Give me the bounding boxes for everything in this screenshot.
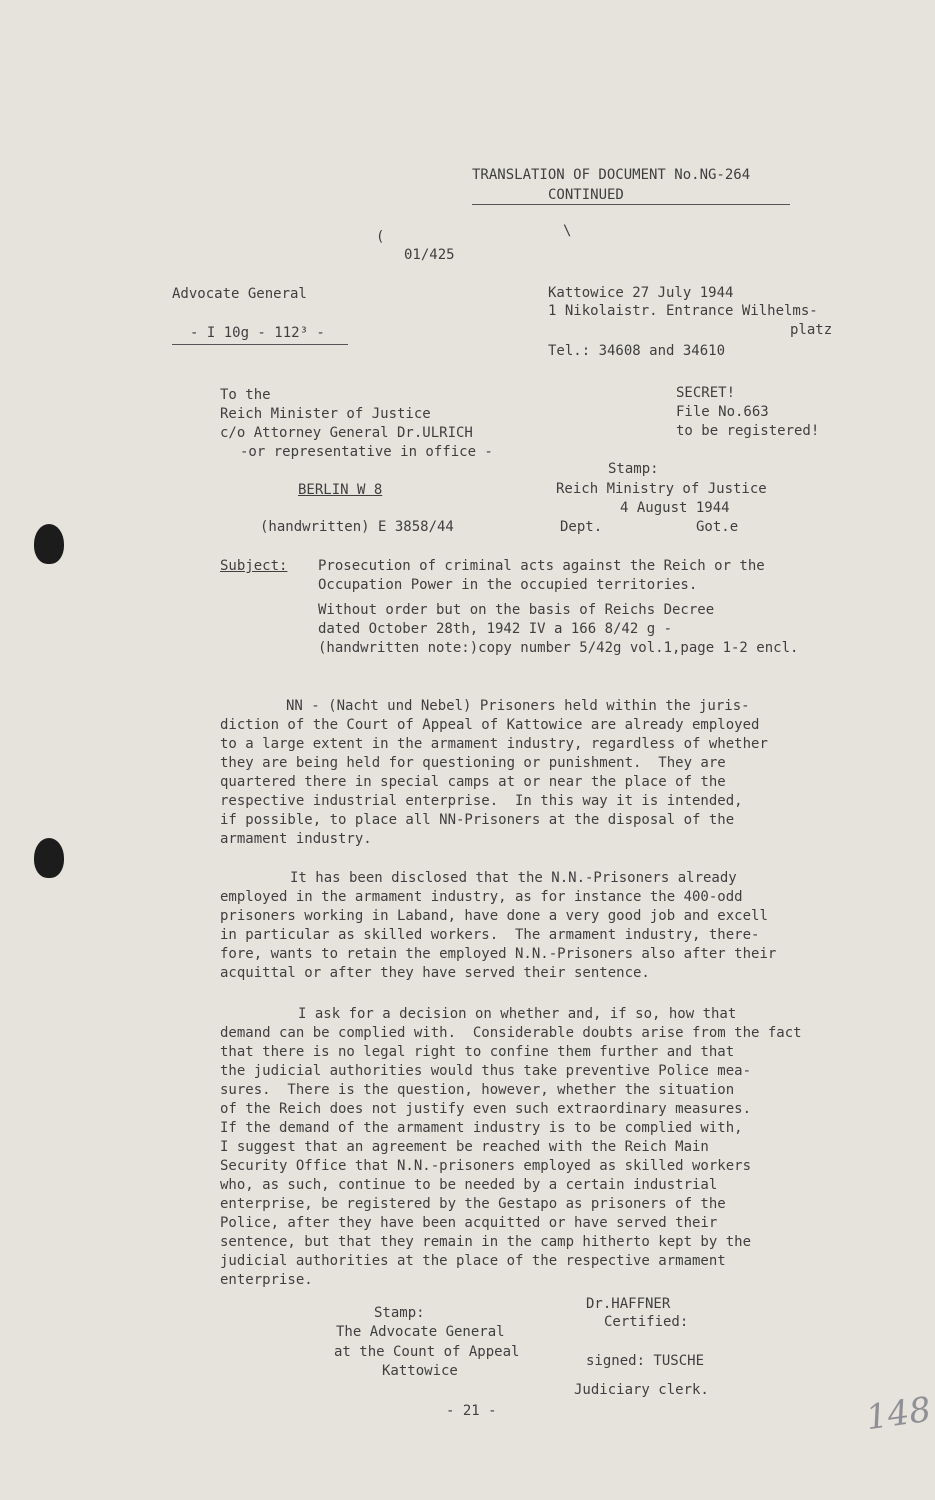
paragraph-3-line: I suggest that an agreement be reached with the Reich Main	[220, 1139, 709, 1155]
paragraph-2-line: prisoners working in Laband, have done a very good job and excell	[220, 908, 768, 924]
paragraph-2-line: employed in the armament industry, as for instance the 400-odd	[220, 889, 743, 905]
page-number: - 21 -	[446, 1403, 497, 1419]
registration-note: to be registered!	[676, 423, 820, 439]
punch-hole-top	[34, 524, 64, 564]
closing-stamp-label: Stamp:	[374, 1305, 425, 1321]
subject-line: (handwritten note:)copy number 5/42g vol.1,page 1-2 encl.	[318, 640, 799, 656]
subject-line: dated October 28th, 1942 IV a 166 8/42 g -	[318, 621, 673, 637]
stray-mark: (	[376, 229, 385, 245]
subject-line: Prosecution of criminal acts against the Reich or the	[318, 558, 765, 574]
paragraph-3-line: I ask for a decision on whether and, if so, how that	[298, 1006, 737, 1022]
sender-reference: - I 10g - 112³ -	[190, 325, 325, 341]
subject-label: Subject:	[220, 558, 288, 574]
paragraph-1-line: diction of the Court of Appeal of Kattowice are already employed	[220, 717, 760, 733]
stamp-date: 4 August 1944	[620, 500, 730, 516]
punch-hole-bottom	[34, 838, 64, 878]
stamp-got: Got.e	[696, 519, 739, 535]
certified-label: Certified:	[604, 1314, 689, 1330]
paragraph-3-line: sentence, but that they remain in the camp hitherto kept by the	[220, 1234, 752, 1250]
paragraph-1-line: NN - (Nacht und Nebel) Prisoners held within the juris-	[286, 698, 750, 714]
recipient-city: BERLIN W 8	[298, 482, 383, 498]
paragraph-1-line: respective industrial enterprise. In this way it is intended,	[220, 793, 743, 809]
file-number: File No.663	[676, 404, 769, 420]
paragraph-2-line: fore, wants to retain the employed N.N.-Prisoners also after their	[220, 946, 777, 962]
paragraph-3-line: enterprise, be registered by the Gestapo as prisoners of the	[220, 1196, 726, 1212]
signer-name: Dr.HAFFNER	[586, 1296, 671, 1312]
telephone: Tel.: 34608 and 34610	[548, 343, 726, 359]
address-line: 1 Nikolaistr. Entrance Wilhelms-	[548, 303, 818, 319]
paragraph-3-line: of the Reich does not justify even such extraordinary measures.	[220, 1101, 752, 1117]
subject-line: Occupation Power in the occupied territories.	[318, 577, 698, 593]
paragraph-3-line: Security Office that N.N.-prisoners employed as skilled workers	[220, 1158, 752, 1174]
title-underline	[472, 204, 790, 205]
recipient-line: -or representative in office -	[240, 444, 493, 460]
stamp-dept: Dept.	[560, 519, 603, 535]
closing-stamp-line: at the Count of Appeal	[334, 1344, 520, 1360]
paragraph-3-line: judicial authorities at the place of the respective armament	[220, 1253, 726, 1269]
paragraph-3-line: enterprise.	[220, 1272, 313, 1288]
paragraph-3-line: who, as such, continue to be needed by a certain industrial	[220, 1177, 718, 1193]
paragraph-1-line: they are being held for questioning or punishment. They are	[220, 755, 726, 771]
sender-office: Advocate General	[172, 286, 307, 302]
recipient-line: To the	[220, 387, 271, 403]
subject-line: Without order but on the basis of Reichs Decree	[318, 602, 715, 618]
sender-underline	[172, 344, 348, 345]
address-line-cont: platz	[790, 322, 833, 338]
handwritten-margin-number: 148	[863, 1389, 934, 1439]
signed-by: signed: TUSCHE	[586, 1353, 705, 1369]
paragraph-3-line: the judicial authorities would thus take preventive Police mea-	[220, 1063, 752, 1079]
paragraph-3-line: If the demand of the armament industry is to be complied with,	[220, 1120, 743, 1136]
place-date: Kattowice 27 July 1944	[548, 285, 734, 301]
paragraph-3-line: sures. There is the question, however, whether the situation	[220, 1082, 735, 1098]
paragraph-3-line: Police, after they have been acquitted or have served their	[220, 1215, 718, 1231]
paragraph-2-line: acquittal or after they have served their sentence.	[220, 965, 650, 981]
paragraph-3-line: that there is no legal right to confine them further and that	[220, 1044, 735, 1060]
paragraph-3-line: demand can be complied with. Considerable doubts arise from the fact	[220, 1025, 802, 1041]
paragraph-1-line: if possible, to place all NN-Prisoners at the disposal of the	[220, 812, 735, 828]
stamp-line: Reich Ministry of Justice	[556, 481, 767, 497]
handwritten-reference: (handwritten) E 3858/44	[260, 519, 454, 535]
closing-stamp-line: Kattowice	[382, 1363, 458, 1379]
document-title: TRANSLATION OF DOCUMENT No.NG-264	[472, 167, 751, 183]
closing-stamp-line: The Advocate General	[336, 1324, 505, 1340]
paragraph-2-line: in particular as skilled workers. The armament industry, there-	[220, 927, 760, 943]
stamp-label: Stamp:	[608, 461, 659, 477]
recipient-line: c/o Attorney General Dr.ULRICH	[220, 425, 473, 441]
clerk-title: Judiciary clerk.	[574, 1382, 709, 1398]
secret-label: SECRET!	[676, 385, 736, 401]
paragraph-1-line: to a large extent in the armament industry, regardless of whether	[220, 736, 768, 752]
paragraph-1-line: quartered there in special camps at or near the place of the	[220, 774, 726, 790]
paragraph-1-line: armament industry.	[220, 831, 372, 847]
stray-mark: \	[563, 223, 572, 239]
paragraph-2-line: It has been disclosed that the N.N.-Prisoners already	[290, 870, 737, 886]
reference-number: 01/425	[404, 247, 455, 263]
document-title-continued: CONTINUED	[548, 187, 624, 203]
recipient-line: Reich Minister of Justice	[220, 406, 431, 422]
